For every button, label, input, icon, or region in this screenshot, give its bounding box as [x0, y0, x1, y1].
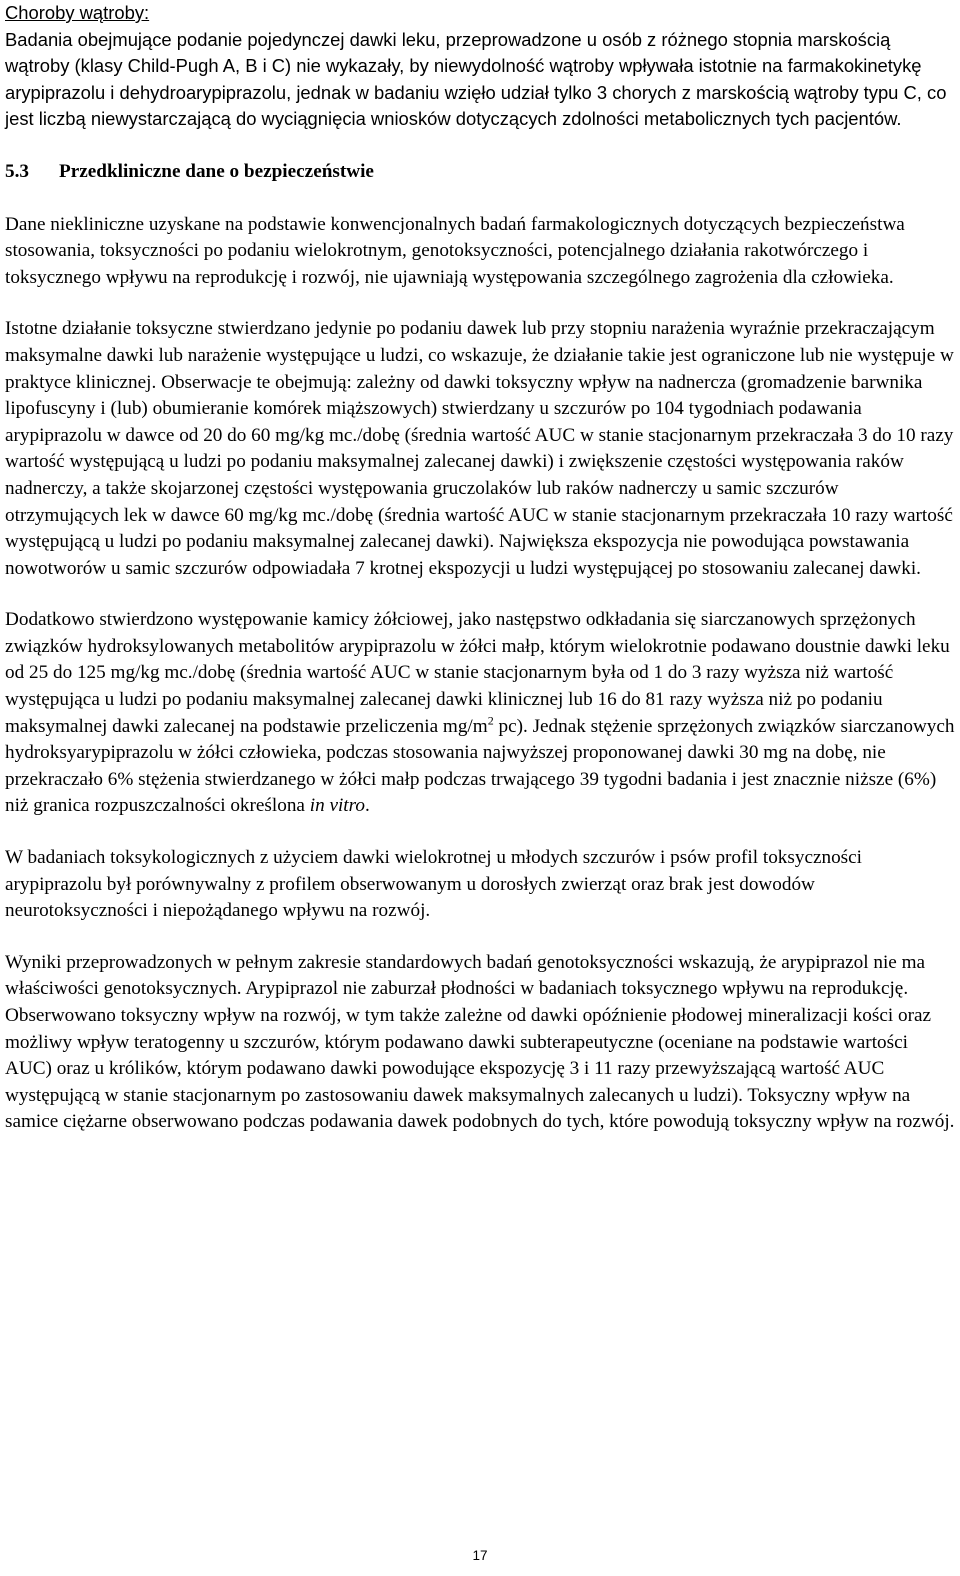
italic-in-vitro: in vitro [309, 795, 365, 817]
paragraph-cholelithiasis [5, 607, 955, 820]
section-title: Przedkliniczne dane o bezpieczeństwie [59, 160, 374, 182]
page-number: 17 [472, 1548, 488, 1563]
liver-disease-heading: Choroby wątroby: [5, 2, 150, 23]
section-number: 5.3 [5, 160, 29, 182]
paragraph-cholelithiasis-part-c: . [364, 795, 370, 817]
liver-disease-block [5, 0, 955, 133]
paragraph-cholelithiasis-part-b: pc). Jednak stężenie sprzężonych związków siarczanowych hydroksyarypiprazolu w żółci człowieka, podczas stosowania najwyższej proponowanej dawki 30 mg na dobę, nie przekraczało 6% stężenia stwierdzanego w żółci małp podczas trwającego 39 tygodni badania i jest znacznie niższe (6%) niż granica rozpuszczalności określona [5, 715, 955, 817]
liver-disease-text: Badania obejmujące podanie pojedynczej dawki leku, przeprowadzone u osób z różnego stopnia marskością wątroby (klasy Child-Pugh A, B i C) nie wykazały, by niewydolność wątroby wpływała istotnie na farmakokinetykę arypiprazolu i dehydroarypiprazolu, jednak w badaniu wzięło udział tylko 3 chorych z marskością wątroby typu C, co jest liczbą niewystarczającą do wyciągnięcia wniosków dotyczących zdolności metabolicznych tych pacjentów. [5, 28, 947, 130]
paragraph-juvenile-toxicity: W badaniach toksykologicznych z użyciem dawki wielokrotnej u młodych szczurów i psów profil toksyczności arypiprazolu był porównywalny z profilem obserwowanym u dorosłych zwierząt oraz brak jest dowodów neurotoksyczności i niepożądanego wpływu na rozwój. [5, 847, 862, 922]
paragraph-nonclinical-data: Dane niekliniczne uzyskane na podstawie konwencjonalnych badań farmakologicznych dotyczących bezpieczeństwa stosowania, toksyczności po podaniu wielokrotnym, genotoksyczności, potencjalnego działania rakotwórczego i toksycznego wpływu na reprodukcję i rozwój, nie ujawniają występowania szczególnego zagrożenia dla człowieka. [5, 213, 905, 288]
paragraph-toxic-effects: Istotne działanie toksyczne stwierdzano jedynie po podaniu dawek lub przy stopniu narażenia wyraźnie przekraczającym maksymalne dawki lub narażenie występujące u ludzi, co wskazuje, że działanie takie jest ograniczone lub nie występuje w praktyce klinicznej. Obserwacje te obejmują: zależny od dawki toksyczny wpływ na nadnercza (gromadzenie barwnika lipofuscyny i (lub) obumieranie komórek miąższowych) stwierdzany u szczurów po 104 tygodniach podawania arypiprazolu w dawce od 20 do 60 mg/kg mc./dobę (średnia wartość AUC w stanie stacjonarnym przekraczała 3 do 10 razy wartość występującą u ludzi po podaniu maksymalnej zalecanej dawki) i zwiększenie częstości występowania raków nadnerczy, a także skojarzonej częstości występowania gruczolaków lub raków nadnerczy u samic szczurów otrzymujących lek w dawce 60 mg/kg mc./dobę (średnia wartość AUC w stanie stacjonarnym przekraczała 10 razy wartość występującą u ludzi po podaniu maksymalnej zalecanej dawki). Największa ekspozycja nie powodująca powstawania nowotworów u samic szczurów odpowiadała 7 krotnej ekspozycji u ludzi występującej po stosowaniu zalecanej dawki. [5, 318, 954, 579]
paragraph-genotoxicity: Wyniki przeprowadzonych w pełnym zakresie standardowych badań genotoksyczności wskazują, że arypiprazol nie ma właściwości genotoksycznych. Arypiprazol nie zaburzał płodności w badaniach toksycznego wpływu na reprodukcję. Obserwowano toksyczny wpływ na rozwój, w tym także zależne od dawki opóźnienie płodowej mineralizacji kości oraz możliwy wpływ teratogenny u szczurów, którym podawano dawki subterapeutyczne (oceniane na podstawie wartości AUC) oraz u królików, którym podawano dawki powodujące ekspozycję 3 i 11 razy przewyższającą wartość AUC występującą w stanie stacjonarnym po zastosowaniu dawek maksymalnych zalecanych u ludzi). Toksyczny wpływ na samice ciężarne obserwowano podczas podawania dawek podobnych do tych, które powodują toksyczny wpływ na rozwój. [5, 951, 955, 1133]
section-heading [5, 159, 955, 186]
paragraph-cholelithiasis-part-a: Dodatkowo stwierdzono występowanie kamicy żółciowej, jako następstwo odkładania się siarczanowych sprzężonych związków hydroksylowanych metabolitów arypiprazolu w żółci małp, którym wielokrotnie podawano doustnie dawki leku od 25 do 125 mg/kg mc./dobę (średnia wartość AUC w stanie stacjonarnym była od 1 do 3 razy wyższa niż wartość występująca u ludzi po podaniu maksymalnej zalecanej dawki klinicznej lub 16 do 81 razy wyższa niż po podaniu maksymalnej dawki zalecanej na podstawie przeliczenia mg/m [5, 609, 950, 737]
document-page [5, 0, 955, 1136]
superscript-two: 2 [487, 713, 494, 728]
section-body [5, 212, 955, 1136]
